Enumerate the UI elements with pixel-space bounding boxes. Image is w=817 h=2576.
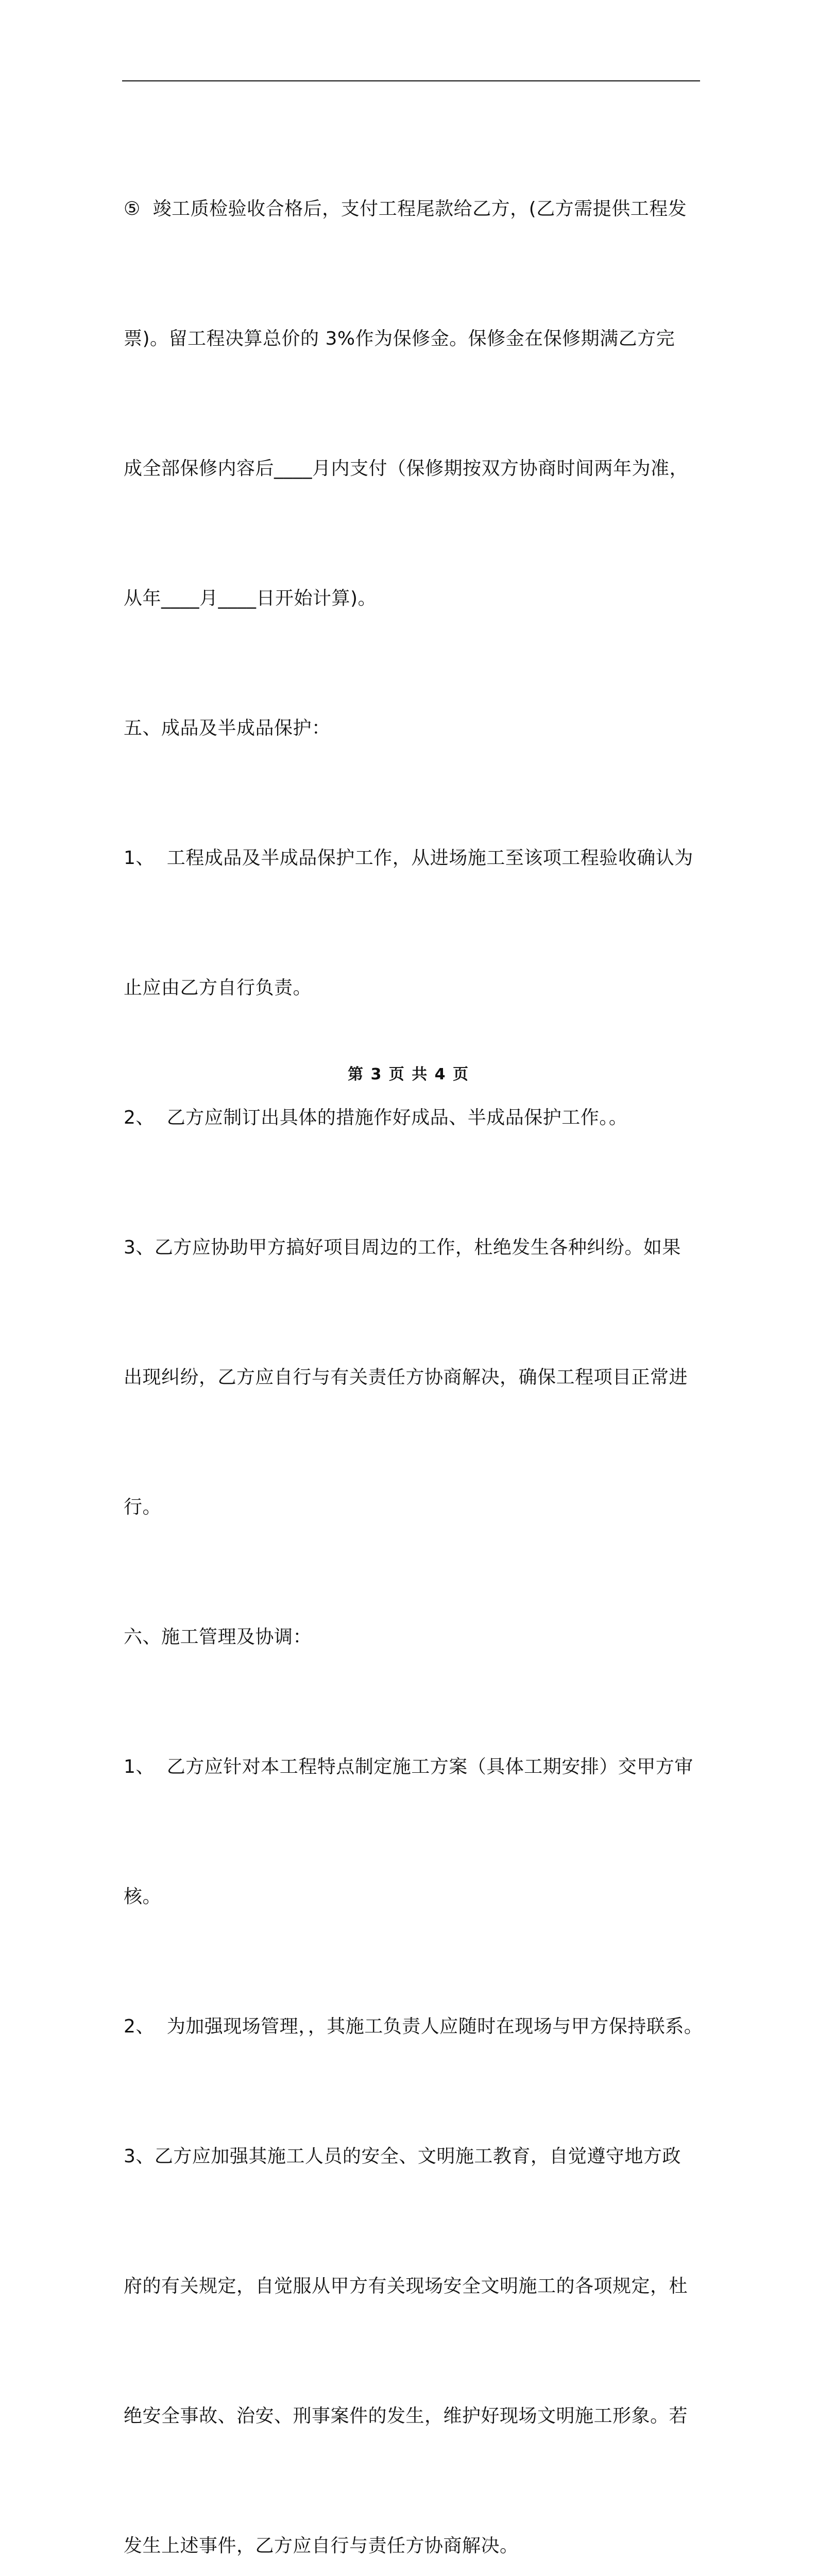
section-heading: 五、成品及半成品保护： [124,718,331,739]
text-line: 3、乙方应协助甲方搞好项目周边的工作，杜绝发生各种纠纷。如果 [124,1237,681,1258]
text-line: 从年____月____日开始计算)。 [124,588,377,609]
text-line: 绝安全事故、治安、刑事案件的发生，维护好现场文明施工形象。若 [124,2405,688,2427]
text-line: 1、 工程成品及半成品保护工作，从进场施工至该项工程验收确认为 [124,848,693,869]
text-line: 核。 [124,1886,162,1907]
text-line: 发生上述事件，乙方应自行与责任方协商解决。 [124,2535,519,2556]
text-line: 行。 [124,1497,162,1518]
section-heading: 六、施工管理及协调： [124,1626,312,1648]
page-number-footer: 第 3 页 共 4 页 [348,1065,469,1083]
text-line: ⑤ 竣工质检验收合格后，支付工程尾款给乙方，(乙方需提供工程发 [124,198,687,219]
text-line: 1、 乙方应针对本工程特点制定施工方案（具体工期安排）交甲方审 [124,1756,693,1777]
text-line: 票)。留工程决算总价的 3%作为保修金。保修金在保修期满乙方完 [124,328,675,349]
text-line: 2、 乙方应制订出具体的措施作好成品、半成品保护工作。。 [124,1107,628,1128]
text-line: 府的有关规定，自觉服从甲方有关现场安全文明施工的各项规定，杜 [124,2276,688,2297]
text-line: 止应由乙方自行负责。 [124,977,312,998]
text-line: 成全部保修内容后____月内支付（保修期按双方协商时间两年为准， [124,458,689,479]
text-line: 出现纠纷，乙方应自行与有关责任方协商解决，确保工程项目正常进 [124,1367,688,1388]
text-line: 2、 为加强现场管理，，其施工负责人应随时在现场与甲方保持联系。 [124,2016,703,2037]
document-body [124,101,701,2576]
text-line: 3、乙方应加强其施工人员的安全、文明施工教育，自觉遵守地方政 [124,2146,681,2167]
header-rule [122,80,700,81]
